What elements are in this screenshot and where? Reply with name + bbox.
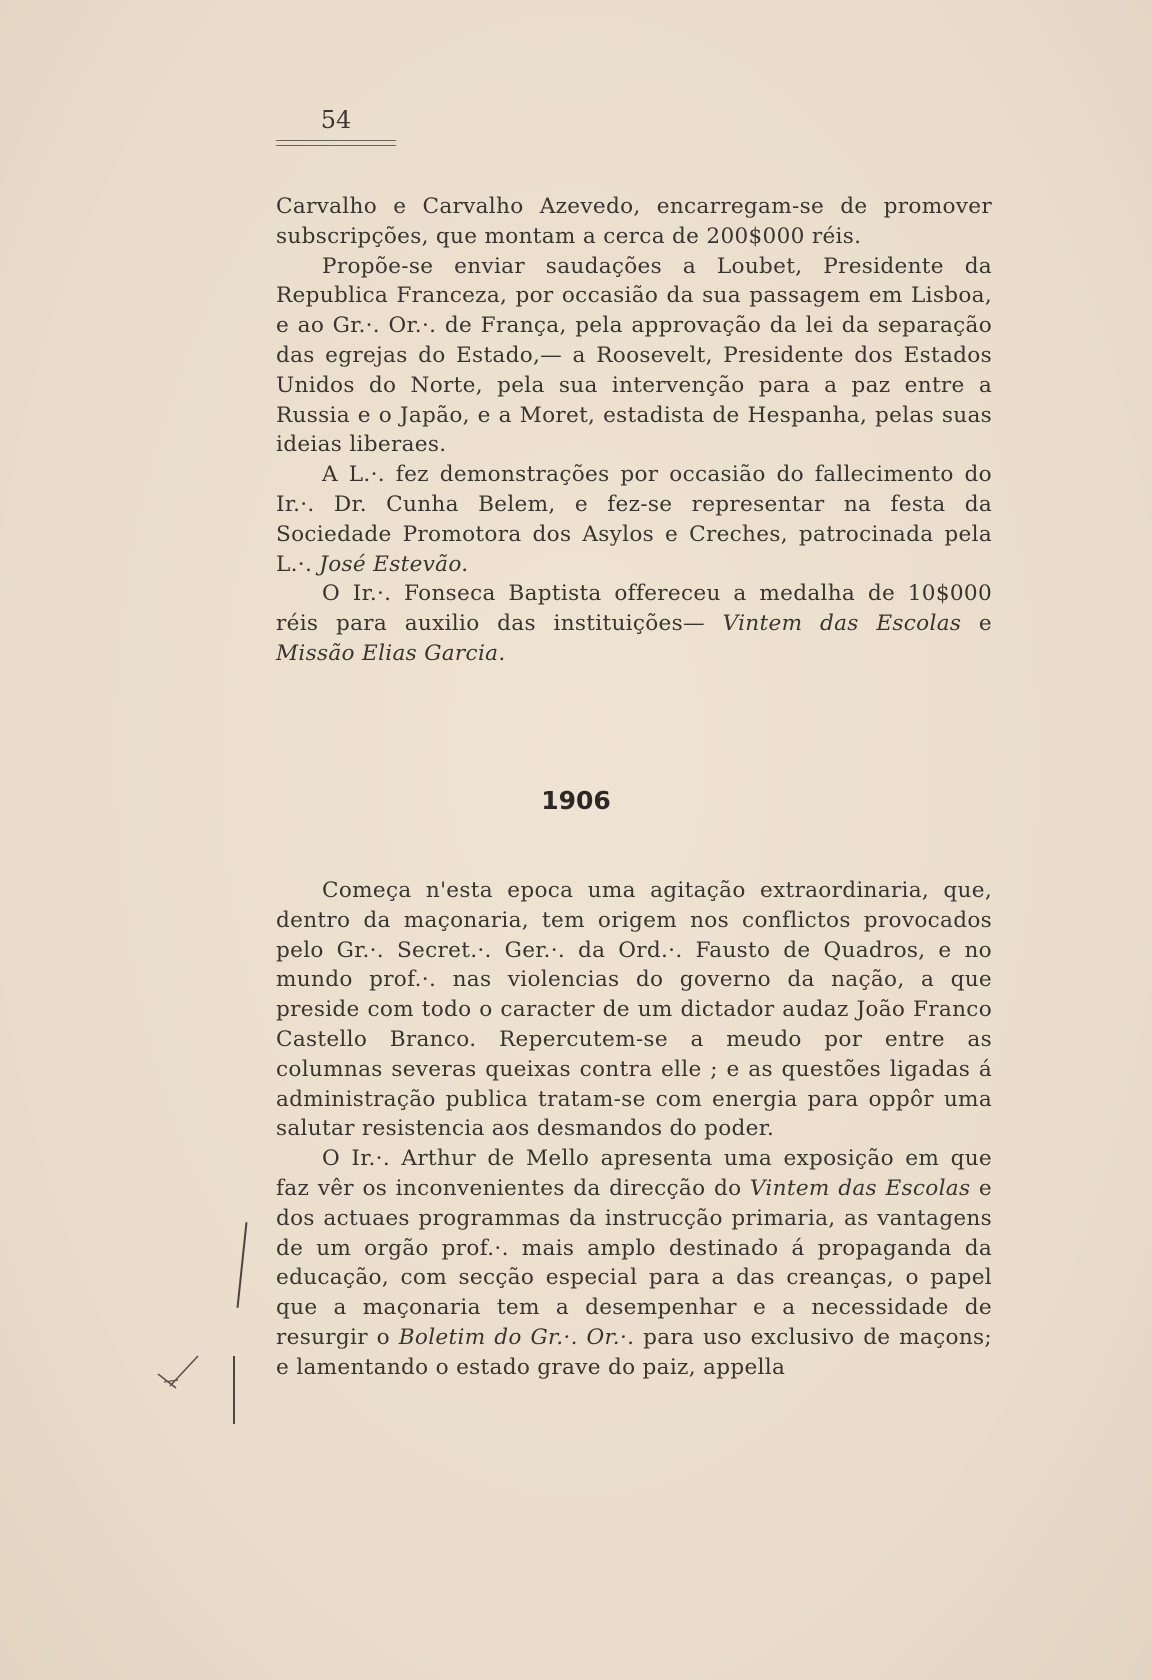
- italic-name: Missão Elias Garcia.: [276, 640, 506, 666]
- margin-pencil-line: [237, 1222, 247, 1308]
- paragraph: Começa n'esta epoca uma agitação extraordinaria, que, dentro da maçonaria, tem origem nos conflictos provocados pelo Gr.·. Secret.·. Ger.·. da Ord.·. Fausto de Quadros, e no mundo prof.·. nas violencias do governo da nação, a que preside com todo o caracter de um dictador audaz João Franco Castello Branco. Repercutem-se a meudo por entre as columnas severas queixas contra elle ; e as questões ligadas á administração publica tratam-se com energia para oppôr uma salutar resistencia aos desmandos do poder.: [276, 878, 992, 1142]
- paragraph-text: O Ir.·. Arthur de Mello apresenta uma exposição em que faz vêr os inconvenientes da direcção do: [276, 1146, 992, 1201]
- text-section-2: [276, 876, 992, 1383]
- paragraph: [276, 460, 992, 579]
- italic-name: Boletim do Gr.·. Or.·.: [398, 1324, 635, 1350]
- paragraph: Carvalho e Carvalho Azevedo, encarregam-se de promover subscripções, que montam a cerca de 200$000 réis.: [276, 194, 992, 249]
- paragraph-text: para uso exclusivo de maçons; e lamentando o estado grave do paiz, appella: [276, 1324, 992, 1380]
- page-number: 54: [320, 106, 352, 134]
- year-heading: 1906: [541, 786, 611, 815]
- paragraph-text: e dos actuaes programmas da instrucção primaria, as vantagens de um orgão prof.·. mais amplo destinado á propaganda da educação, com secção especial para a das creanças, o papel que a maçonaria tem a desempenhar e a necessidade de resurgir o: [276, 1175, 993, 1350]
- text-section-1: [276, 192, 992, 669]
- paragraph: Propõe-se enviar saudações a Loubet, Presidente da Republica Franceza, por occasião da sua passagem em Lisboa, e ao Gr.·. Or.·. de França, pela approvação da lei da separação das egrejas do Estado,— a Roosevelt, Presidente dos Estados Unidos do Norte, pela sua intervenção para a paz entre a Russia e o Japão, e a Moret, estadista de Hespanha, pelas suas ideias liberaes.: [276, 253, 992, 458]
- margin-check-mark-icon: [150, 1330, 210, 1390]
- italic-name: Vintem das Escolas: [749, 1175, 971, 1201]
- paragraph: [276, 1144, 992, 1382]
- italic-name: Vintem das Escolas: [722, 611, 962, 637]
- paragraph-text: e: [961, 611, 992, 637]
- italic-name: José Estevão.: [319, 551, 469, 577]
- page-number-rule: [276, 140, 396, 146]
- paragraph-text: O Ir.·. Fonseca Baptista offereceu a medalha de 10$000 réis para auxilio das instituições—: [276, 581, 992, 637]
- paragraph: [276, 579, 992, 668]
- paragraph-text: A L.·. fez demonstrações por occasião do fallecimento do Ir.·. Dr. Cunha Belem, e fez-se representar na festa da Sociedade Promotora dos Asylos e Creches, patrocinada pela L.·.: [276, 462, 992, 577]
- margin-pencil-line: [233, 1356, 235, 1424]
